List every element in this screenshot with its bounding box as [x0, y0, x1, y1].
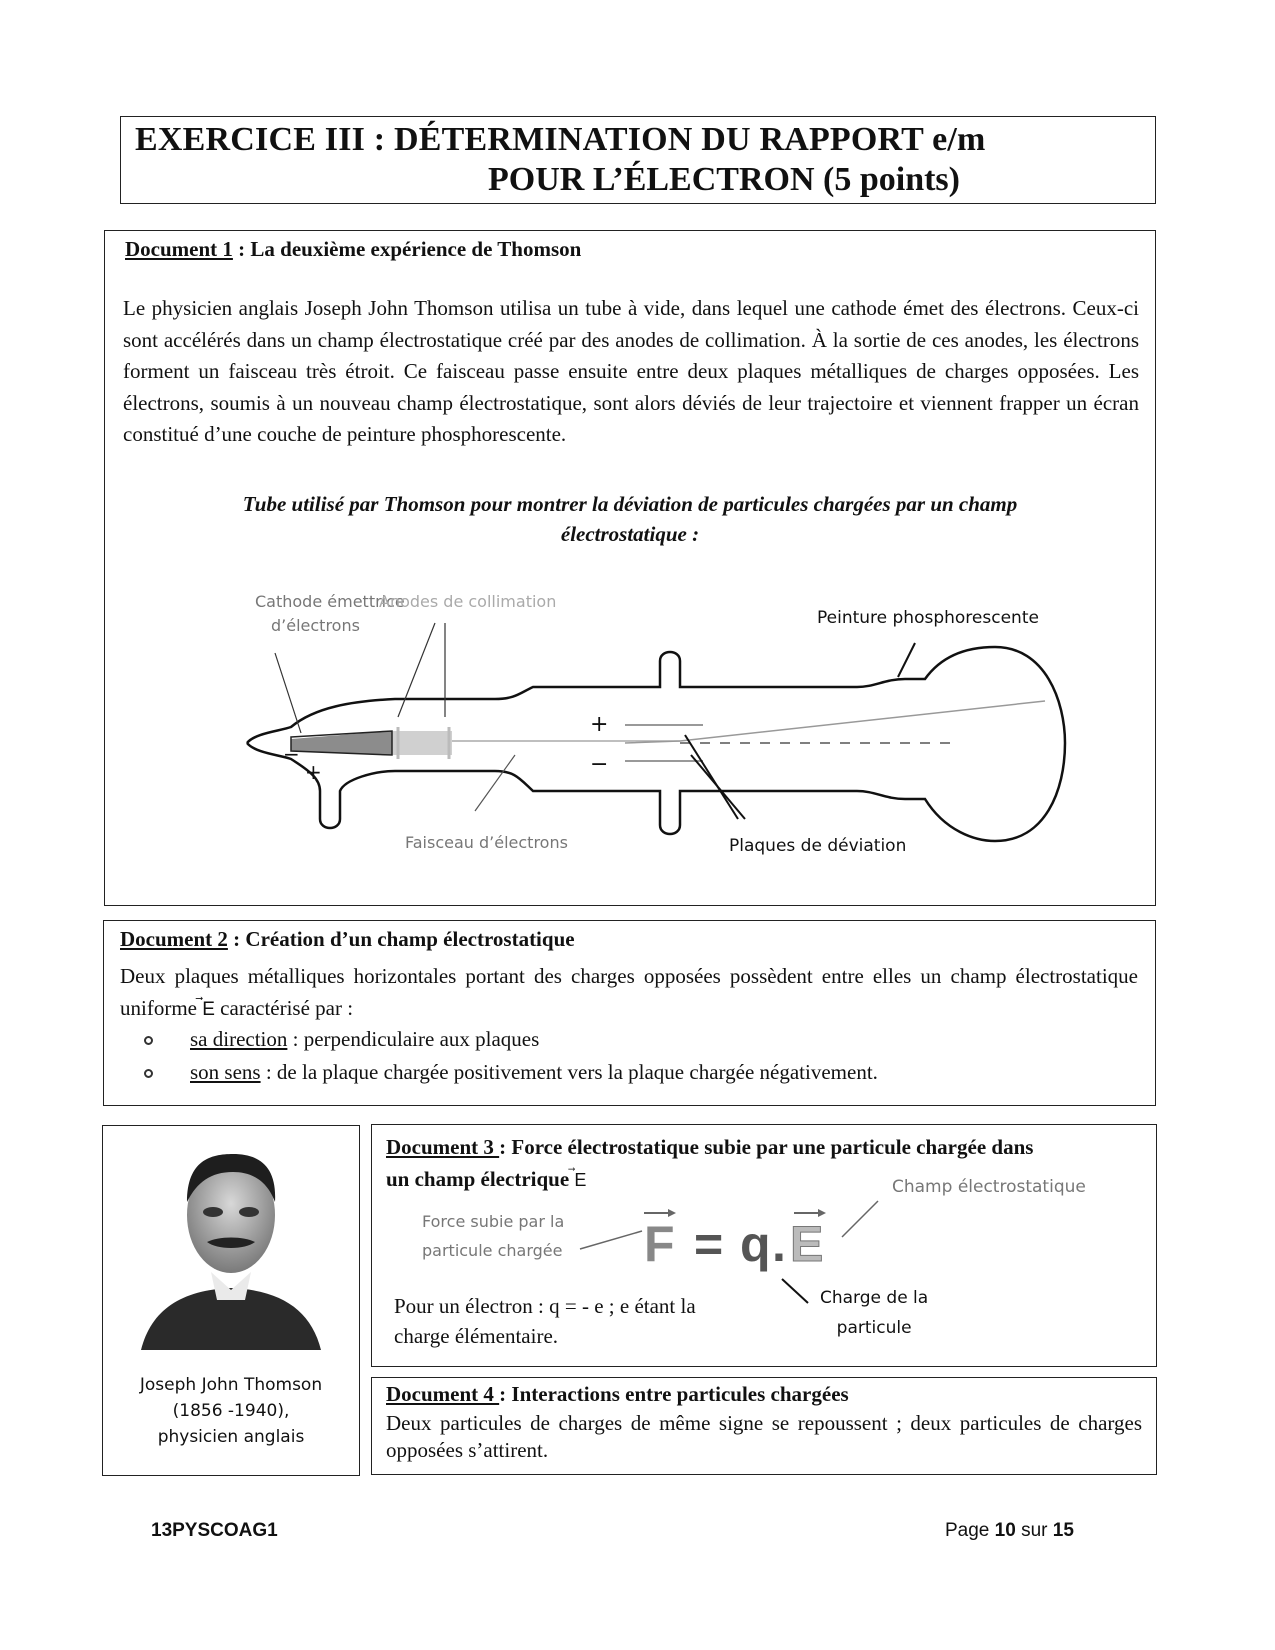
electron-charge-note [394, 1291, 696, 1351]
document-2-label: Document 2 [120, 927, 228, 951]
charge-label-line2: particule [836, 1318, 912, 1338]
beam-label: Faisceau d’électrons [405, 833, 568, 852]
footer-page-current: 10 [994, 1520, 1016, 1541]
bullet-direction-key: sa direction [190, 1027, 288, 1051]
exercise-title-line2: POUR L’ÉLECTRON (5 points) [488, 161, 960, 198]
thomson-tube-diagram [105, 231, 1155, 905]
document-2-heading [120, 927, 575, 952]
screen-pointer [898, 643, 915, 677]
footer-page-separator: sur [1015, 1520, 1053, 1541]
footer-page-total: 15 [1052, 1520, 1074, 1541]
document-3-title-line2: un champ électrique [386, 1167, 575, 1191]
document-4 [371, 1377, 1157, 1475]
diagram-caption-line1: Tube utilisé par Thomson pour montrer la déviation de particules chargées par un champ [242, 492, 1018, 516]
charge-label-line1: Charge de la [820, 1288, 929, 1308]
document-2-text-after: caractérisé par : [214, 995, 354, 1020]
exercise-title-line1: EXERCICE III : DÉTERMINATION DU RAPPORT e/m [135, 121, 986, 158]
anodes-label: Anodes de collimation [379, 592, 557, 611]
document-2-text-before: Deux plaques métalliques horizontales portant des charges opposées possèdent entre elles un champ électrostatique uniforme [120, 964, 1138, 1020]
bullet-sens-value: : de la plaque chargée positivement vers la plaque chargée négativement. [260, 1060, 878, 1084]
document-3-label: Document 3 [386, 1135, 500, 1159]
cathode-label-line2: d’électrons [271, 616, 360, 635]
document-4-label: Document 4 [386, 1382, 500, 1406]
bullet-sens-key: son sens [190, 1060, 261, 1084]
thomson-portrait-image [141, 1140, 321, 1350]
document-1-label: Document 1 [125, 237, 233, 261]
bullet-dot-icon [144, 1069, 153, 1078]
document-2-bullets [144, 1023, 878, 1089]
equation-f: F [644, 1216, 675, 1272]
field-pointer [842, 1201, 878, 1237]
tube-outline-bottom [247, 743, 1065, 841]
exercise-title-box [120, 116, 1156, 204]
deflected-beam [625, 701, 1045, 743]
anode-region-fill [392, 731, 452, 755]
equation-q: q [740, 1216, 771, 1272]
bullet-sens [144, 1056, 878, 1089]
equation-dot: . [772, 1216, 786, 1272]
vector-letter: E [574, 1170, 587, 1190]
vector-letter: E [202, 998, 215, 1020]
footer-page-prefix: Page [945, 1520, 995, 1541]
plate-pointer-1 [685, 735, 738, 819]
charge-label [820, 1283, 928, 1343]
portrait-caption [103, 1372, 359, 1450]
bullet-dot-icon [144, 1036, 153, 1045]
document-1-title: : La deuxième expérience de Thomson [232, 237, 582, 261]
document-1 [104, 230, 1156, 906]
electron-charge-note-line1: Pour un électron : q = - e ; e étant la [394, 1294, 696, 1318]
footer-page-number [945, 1520, 1074, 1542]
force-label-line2: particule chargée [422, 1241, 563, 1260]
field-label: Champ électrostatique [892, 1177, 1086, 1197]
electron-charge-note-line2: charge élémentaire. [394, 1324, 559, 1348]
portrait-dates: (1856 -1940), [172, 1401, 290, 1421]
anode-plus-sign: + [305, 760, 322, 784]
cathode-label-line1: Cathode émettrice [255, 592, 405, 611]
portrait-role: physicien anglais [157, 1427, 305, 1447]
document-2-text [120, 961, 1138, 1025]
plate-pointer-2 [691, 755, 745, 819]
screen-label: Peinture phosphorescente [817, 608, 1039, 628]
charge-pointer [782, 1279, 808, 1303]
plates-label: Plaques de déviation [729, 836, 907, 856]
anode-pointer-1 [398, 623, 435, 717]
document-4-title: : Interactions entre particules chargées [499, 1382, 849, 1406]
equation-equals: = [694, 1216, 724, 1272]
portrait-name: Joseph John Thomson [139, 1375, 323, 1395]
document-4-heading [386, 1382, 849, 1407]
document-2 [103, 920, 1156, 1106]
plate-minus-sign: − [590, 752, 609, 777]
equation-e: E [790, 1216, 824, 1272]
document-4-text: Deux particules de charges de même signe se repoussent ; deux particules de charges opposées s’attirent. [386, 1411, 1142, 1462]
plate-plus-sign: + [590, 712, 609, 737]
document-2-title: : Création d’un champ électrostatique [227, 927, 575, 951]
field-vector-e [202, 993, 215, 1026]
beam-pointer [475, 755, 515, 811]
footer-exam-code: 13PYSCOAG1 [151, 1520, 278, 1541]
force-label-line1: Force subie par la [422, 1212, 565, 1231]
document-1-text: Le physicien anglais Joseph John Thomson utilisa un tube à vide, dans lequel une cathode émet des électrons. Ceux-ci sont accélérés dans un champ électrostatique créé par des anodes de collimation. À la sortie de ces anodes, les électrons forment un faisceau très étroit. Ce faisceau passe ensuite entre deux plaques métalliques de charges opposées. Les électrons, soumis à un nouveau champ électrostatique, sont alors déviés de leur trajectoire et viennent frapper un écran constitué d’une couche de peinture phosphorescente. [123, 296, 1139, 446]
bullet-direction-value: : perpendiculaire aux plaques [287, 1027, 540, 1051]
bullet-direction [144, 1023, 878, 1056]
cathode-pointer [275, 653, 301, 733]
document-3 [371, 1124, 1157, 1367]
document-3-title-line1: : Force électrostatique subie par une particule chargée dans [499, 1135, 1034, 1159]
diagram-caption-line2: électrostatique : [560, 522, 700, 546]
force-pointer [580, 1231, 642, 1249]
tube-outline-top [247, 647, 1065, 743]
portrait-box [102, 1125, 360, 1476]
cathode-minus-sign: − [283, 742, 300, 766]
